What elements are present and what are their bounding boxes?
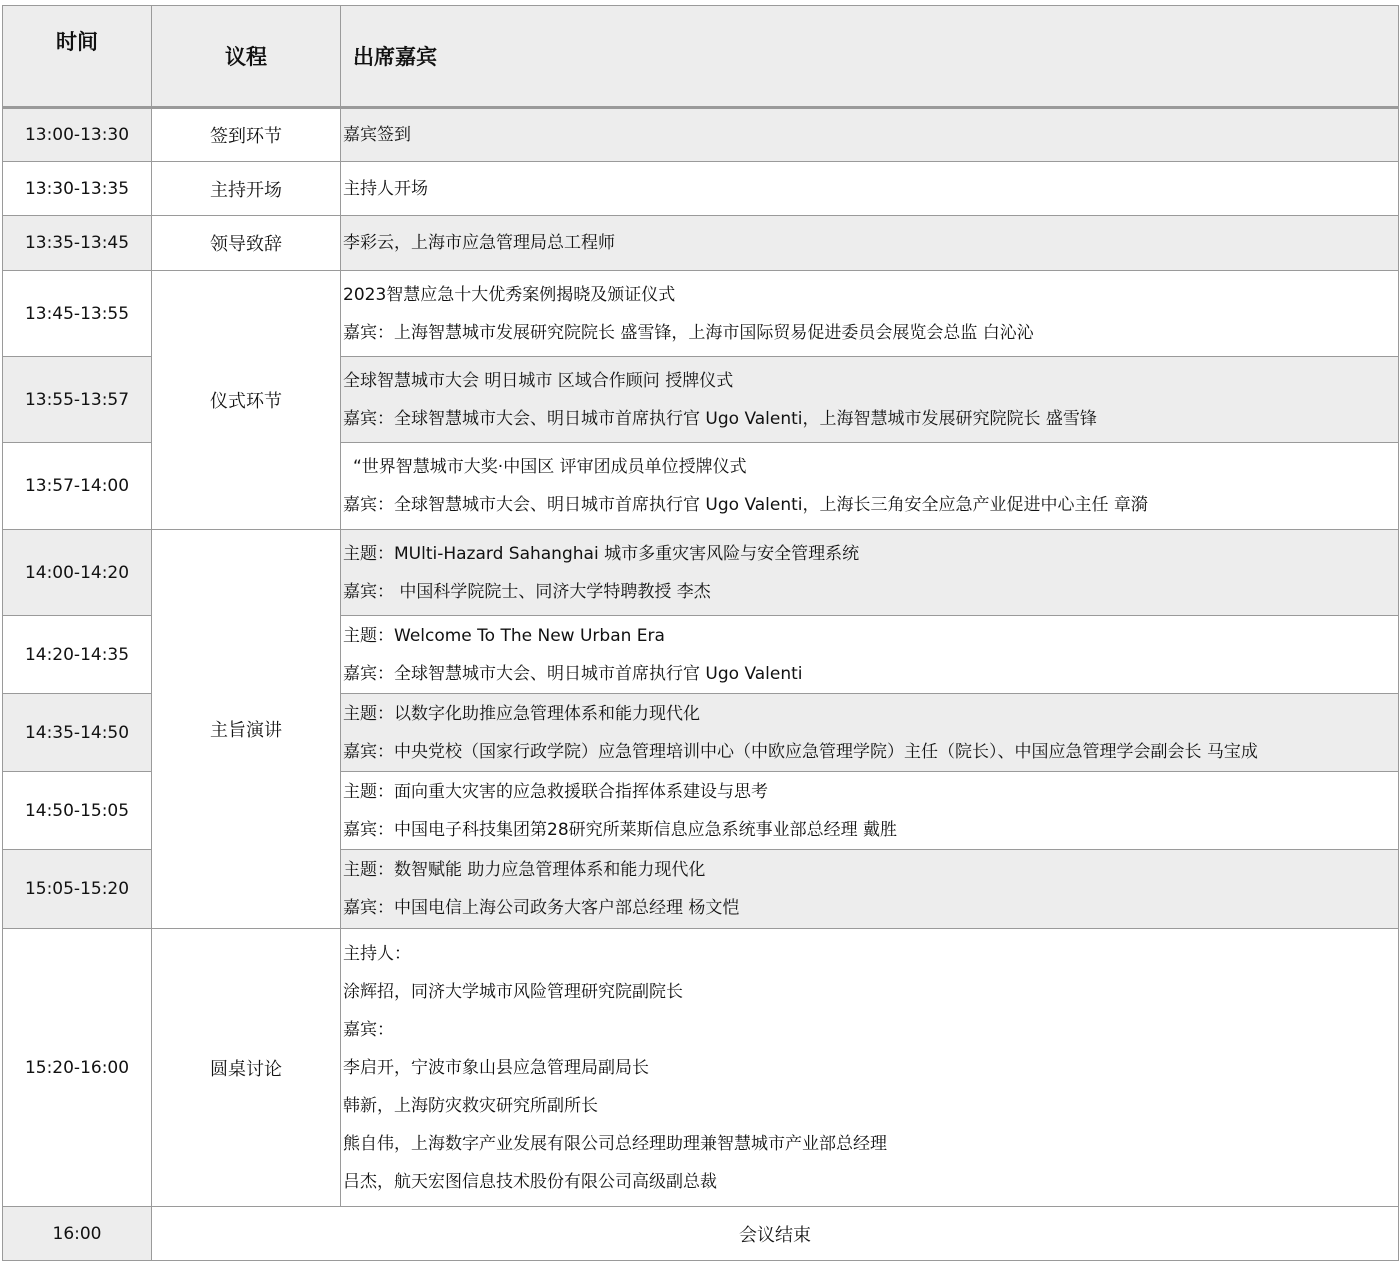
detail-line: 嘉宾： <box>343 1019 394 1040</box>
time-cell: 13:00-13:30 <box>3 108 152 162</box>
time-cell: 15:05-15:20 <box>3 850 152 929</box>
time-cell: 14:00-14:20 <box>3 530 152 616</box>
agenda-cell: 圆桌讨论 <box>152 929 341 1207</box>
detail-cell <box>341 271 1399 357</box>
detail-line: 主持人： <box>343 943 411 964</box>
time-cell: 14:50-15:05 <box>3 772 152 850</box>
detail-line: 主题：数智赋能 助力应急管理体系和能力现代化 <box>343 860 706 880</box>
time-cell: 13:55-13:57 <box>3 357 152 443</box>
table-row <box>3 929 1399 1207</box>
detail-line: “世界智慧城市大奖·中国区 评审团成员单位授牌仪式 <box>353 457 747 477</box>
detail-cell <box>341 929 1399 1207</box>
detail-line: 李彩云，上海市应急管理局总工程师 <box>343 233 615 253</box>
detail-line: 嘉宾签到 <box>343 125 411 145</box>
time-cell: 15:20-16:00 <box>3 929 152 1207</box>
detail-line: 主题：Welcome To The New Urban Era <box>343 625 665 646</box>
detail-line: 涂辉招，同济大学城市风险管理研究院副院长 <box>343 981 683 1002</box>
agenda-cell: 主旨演讲 <box>152 530 341 929</box>
table-row <box>3 108 1399 162</box>
detail-cell <box>341 616 1399 694</box>
detail-line: 嘉宾：全球智慧城市大会、明日城市首席执行官 Ugo Valenti，上海长三角安全应急产业促进中心主任 章漪 <box>343 495 1148 515</box>
detail-line: 嘉宾：中国电信上海公司政务大客户部总经理 杨文恺 <box>343 898 740 918</box>
detail-cell <box>341 530 1399 616</box>
table-row <box>3 1207 1399 1261</box>
time-cell: 14:20-14:35 <box>3 616 152 694</box>
detail-line: 嘉宾： 中国科学院院士、同济大学特聘教授 李杰 <box>343 581 711 602</box>
detail-line: 李启开，宁波市象山县应急管理局副局长 <box>343 1057 649 1078</box>
detail-cell <box>341 694 1399 772</box>
time-cell: 13:57-14:00 <box>3 443 152 530</box>
detail-line: 熊自伟，上海数字产业发展有限公司总经理助理兼智慧城市产业部总经理 <box>343 1133 887 1154</box>
detail-cell <box>341 357 1399 443</box>
detail-cell <box>341 162 1399 216</box>
agenda-table <box>2 5 1399 1261</box>
time-cell: 13:35-13:45 <box>3 216 152 271</box>
detail-line: 嘉宾：中国电子科技集团第28研究所莱斯信息应急系统事业部总经理 戴胜 <box>343 819 898 840</box>
detail-cell <box>341 850 1399 929</box>
detail-line: 主题：面向重大灾害的应急救援联合指挥体系建设与思考 <box>343 781 768 802</box>
time-cell: 16:00 <box>3 1207 152 1261</box>
detail-cell <box>341 108 1399 162</box>
detail-line: 2023智慧应急十大优秀案例揭晓及颁证仪式 <box>343 284 676 305</box>
table-row <box>3 216 1399 271</box>
detail-cell <box>341 216 1399 271</box>
agenda-cell: 主持开场 <box>152 162 341 216</box>
agenda-cell: 仪式环节 <box>152 271 341 530</box>
detail-line: 嘉宾：全球智慧城市大会、明日城市首席执行官 Ugo Valenti，上海智慧城市发展研究院院长 盛雪锋 <box>343 408 1097 429</box>
detail-line: 嘉宾：全球智慧城市大会、明日城市首席执行官 Ugo Valenti <box>343 663 803 684</box>
header-row <box>3 6 1399 108</box>
detail-line: 主持人开场 <box>343 178 428 199</box>
detail-line: 主题：MUlti-Hazard Sahanghai 城市多重灾害风险与安全管理系统 <box>343 543 860 564</box>
header-time: 时间 <box>3 6 152 108</box>
detail-line: 韩新，上海防灾救灾研究所副所长 <box>343 1095 598 1116</box>
detail-line: 嘉宾：中央党校（国家行政学院）应急管理培训中心（中欧应急管理学院）主任（院长）、中国应急管理学会副会长 马宝成 <box>343 741 1258 762</box>
detail-line: 嘉宾：上海智慧城市发展研究院院长 盛雪锋，上海市国际贸易促进委员会展览会总监 白沁沁 <box>343 322 1034 343</box>
agenda-cell: 领导致辞 <box>152 216 341 271</box>
detail-cell <box>341 772 1399 850</box>
table-row <box>3 162 1399 216</box>
header-guests: 出席嘉宾 <box>341 6 1399 108</box>
closing-cell: 会议结束 <box>152 1207 1399 1261</box>
detail-line: 吕杰，航天宏图信息技术股份有限公司高级副总裁 <box>343 1171 717 1192</box>
agenda-cell: 签到环节 <box>152 108 341 162</box>
detail-cell <box>341 443 1399 530</box>
time-cell: 14:35-14:50 <box>3 694 152 772</box>
header-agenda: 议程 <box>152 6 341 108</box>
detail-line: 全球智慧城市大会 明日城市 区域合作顾问 授牌仪式 <box>343 370 734 391</box>
detail-line: 主题：以数字化助推应急管理体系和能力现代化 <box>343 703 700 724</box>
table-row <box>3 530 1399 616</box>
table-row <box>3 271 1399 357</box>
time-cell: 13:30-13:35 <box>3 162 152 216</box>
time-cell: 13:45-13:55 <box>3 271 152 357</box>
